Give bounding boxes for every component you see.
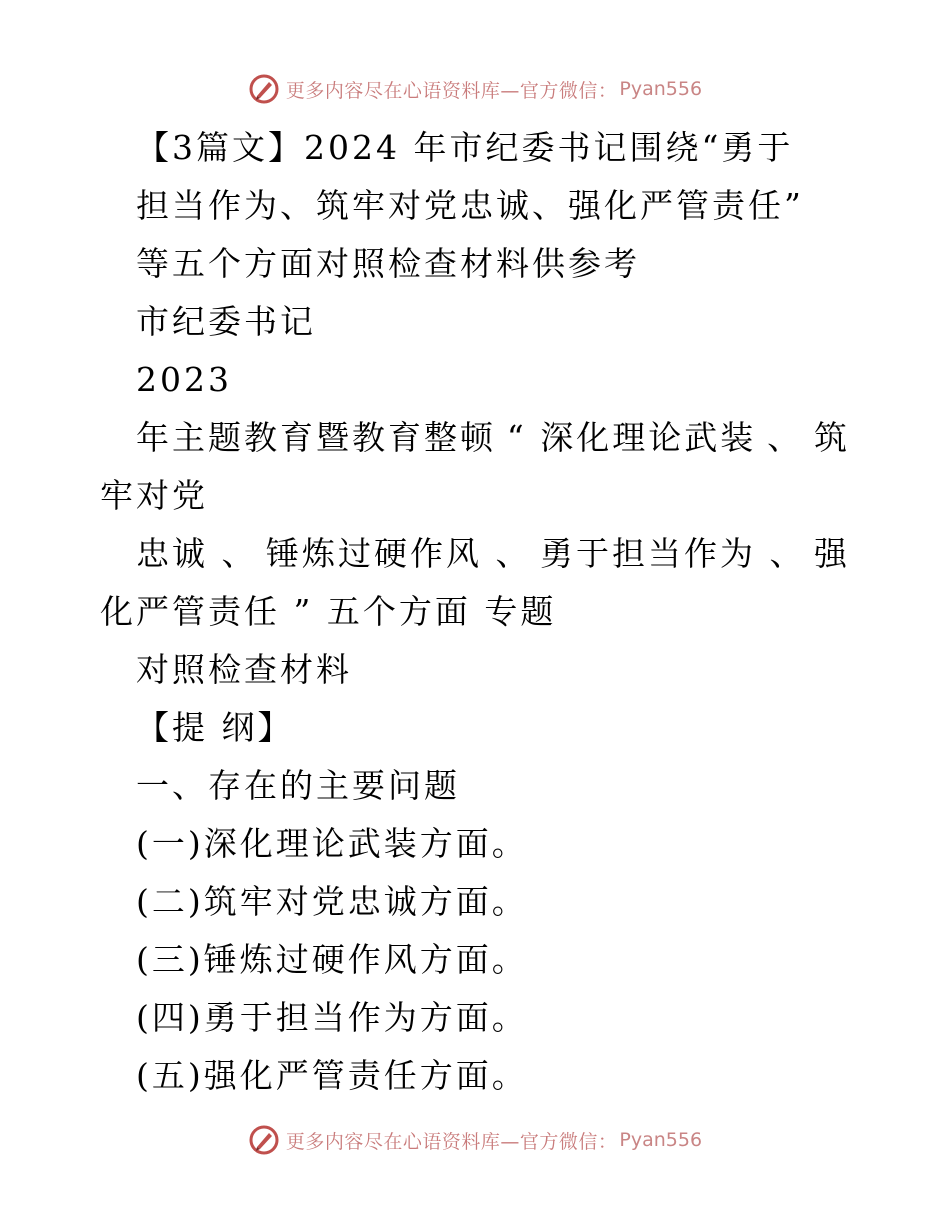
pen-circle-icon	[248, 73, 280, 105]
year-line: 2023	[136, 360, 232, 399]
watermark-header	[0, 69, 950, 109]
subtitle-row-1-part: 、	[767, 418, 804, 457]
outline-item: (二)筑牢对党忠诚方面。	[136, 882, 528, 921]
subtitle-row-2-part: 强	[814, 534, 850, 573]
title-line-1: 【3篇文】2024 年市纪委书记围绕“勇于	[136, 128, 794, 167]
subtitle-row-1	[136, 418, 850, 458]
outline-item: (一)深化理论武装方面。	[136, 824, 528, 863]
subtitle-row-1-part: “ 深化理论武装	[506, 418, 757, 457]
outline-item: (五)强化严管责任方面。	[136, 1056, 528, 1095]
outline-item: (四)勇于担当作为方面。	[136, 998, 528, 1037]
author-line: 市纪委书记	[136, 302, 316, 341]
outline-item: (三)锤炼过硬作风方面。	[136, 940, 528, 979]
watermark-footer	[0, 1120, 950, 1160]
pen-circle-icon	[248, 1124, 280, 1156]
outline-heading: 【提 纲】	[136, 708, 294, 747]
subtitle-row-1-tail: 牢对党	[100, 476, 208, 515]
subtitle-row-1-part: 筑	[814, 418, 850, 457]
subtitle-row-2-part: 忠诚 、	[136, 534, 258, 573]
title-line-3: 等五个方面对照检查材料供参考	[136, 244, 640, 283]
subtitle-row-2-part: 勇于担当作为 、	[540, 534, 806, 573]
title-line-2: 担当作为、筑牢对党忠诚、强化严管责任”	[136, 186, 804, 225]
subtitle-row-2-part: 锤炼过硬作风 、	[266, 534, 532, 573]
subtitle-row-2	[136, 534, 850, 574]
subtitle-row-3: 对照检查材料	[136, 650, 352, 689]
watermark-wechat-id: Pyan556	[619, 1129, 703, 1151]
watermark-text: 更多内容尽在心语资料库—官方微信：	[285, 1130, 618, 1153]
subtitle-row-2-tail: 化严管责任 ” 五个方面 专题	[100, 592, 557, 631]
section-heading-one: 一、存在的主要问题	[136, 766, 460, 805]
watermark-wechat-id: Pyan556	[619, 78, 703, 100]
watermark-text: 更多内容尽在心语资料库—官方微信：	[285, 79, 618, 102]
subtitle-row-1-part: 年主题教育暨教育整顿	[136, 418, 496, 457]
